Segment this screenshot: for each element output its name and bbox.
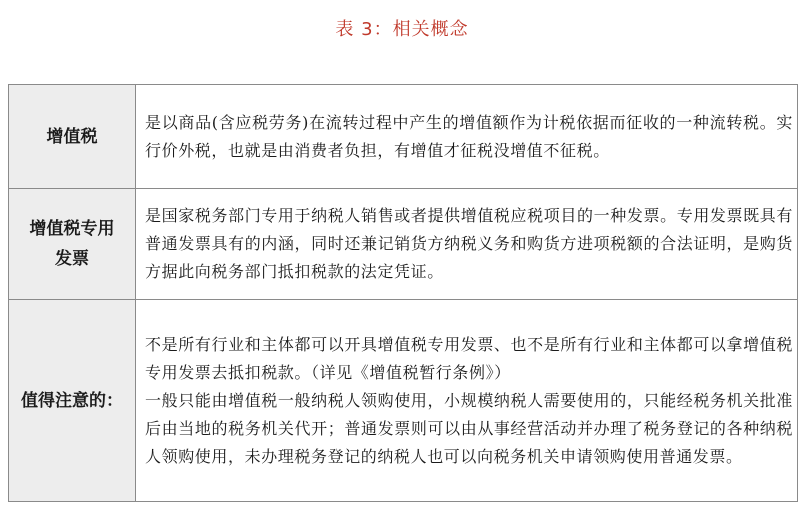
table-row bbox=[9, 85, 798, 189]
term-notes: 值得注意的： bbox=[9, 300, 136, 502]
term-vat-special-invoice bbox=[9, 189, 136, 300]
table-row bbox=[9, 300, 798, 502]
definition-paragraph: 是以商品(含应税劳务)在流转过程中产生的增值额作为计税依据而征收的一种流转税。实行价外税，也就是由消费者负担，有增值才征税没增值不征税。 bbox=[145, 112, 793, 160]
concepts-table bbox=[8, 84, 798, 502]
definition-vat-special-invoice bbox=[136, 189, 798, 300]
term-vat: 增值税 bbox=[9, 85, 136, 189]
definition-paragraph: 是国家税务部门专用于纳税人销售或者提供增值税应税项目的一种发票。专用发票既具有普通发票具有的内涵，同时还兼记销货方纳税义务和购货方进项税额的合法证明，是购货方据此向税务部门抵扣税款的法定凭证。 bbox=[145, 206, 793, 281]
definition-vat bbox=[136, 85, 798, 189]
table-row bbox=[9, 189, 798, 300]
term-line: 增值税专用 bbox=[29, 219, 115, 239]
term-line: 发票 bbox=[55, 249, 89, 269]
table-caption: 表 3：相关概念 bbox=[335, 19, 469, 40]
definition-notes bbox=[136, 300, 798, 502]
definition-paragraph: 不是所有行业和主体都可以开具增值税专用发票、也不是所有行业和主体都可以拿增值税专用发票去抵扣税款。（详见《增值税暂行条例》） bbox=[145, 334, 793, 382]
definition-paragraph: 一般只能由增值税一般纳税人领购使用，小规模纳税人需要使用的，只能经税务机关批准后由当地的税务机关代开；普通发票则可以由从事经营活动并办理了税务登记的各种纳税人领购使用，未办理税务登记的纳税人也可以向税务机关申请领购使用普通发票。 bbox=[145, 390, 793, 466]
